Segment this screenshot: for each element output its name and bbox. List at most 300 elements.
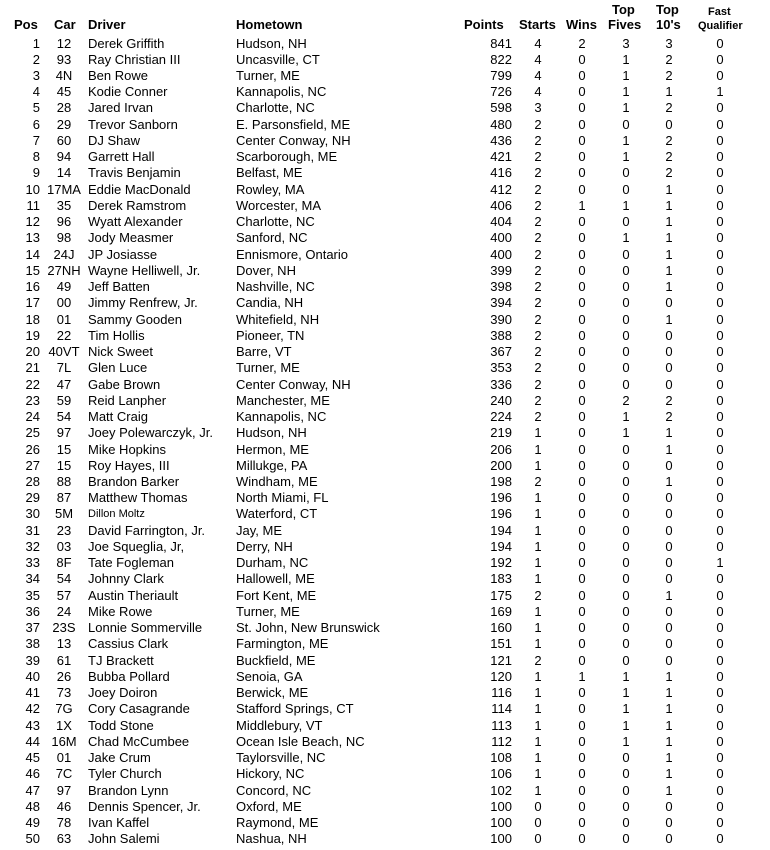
header-wins: Wins	[566, 17, 597, 32]
row-top-fives: 0	[622, 214, 630, 230]
row-points: 116	[491, 685, 512, 701]
row-starts: 2	[534, 473, 542, 489]
row-wins: 0	[578, 165, 586, 181]
row-driver: Derek Griffith	[88, 35, 165, 51]
row-wins: 2	[578, 35, 586, 51]
row-starts: 2	[534, 409, 542, 425]
row-top-tens: 1	[665, 246, 673, 262]
row-top-fives: 0	[622, 538, 630, 554]
row-points: 194	[490, 522, 512, 538]
table-row	[0, 100, 770, 116]
row-driver: Glen Luce	[88, 360, 148, 376]
row-fast-qualifier: 0	[716, 538, 724, 554]
row-car: 4N	[55, 67, 73, 83]
row-fast-qualifier: 0	[716, 733, 724, 749]
row-pos: 42	[25, 701, 40, 717]
row-starts: 2	[534, 230, 542, 246]
row-pos: 47	[25, 782, 40, 798]
row-car: 27NH	[47, 262, 81, 278]
row-driver: Cassius Clark	[88, 636, 169, 652]
row-top-tens: 1	[665, 782, 673, 798]
table-row	[0, 685, 770, 701]
row-starts: 0	[534, 798, 542, 814]
table-row	[0, 117, 770, 133]
row-top-fives: 1	[622, 733, 630, 749]
row-top-fives: 0	[622, 506, 630, 522]
row-wins: 0	[578, 555, 586, 571]
row-car: 40VT	[48, 344, 80, 360]
row-top-fives: 0	[622, 327, 630, 343]
row-driver: Ray Christian III	[88, 51, 181, 67]
row-fast-qualifier: 0	[716, 327, 724, 343]
row-driver: Austin Theriault	[88, 587, 179, 603]
row-top-fives: 0	[622, 295, 630, 311]
row-fast-qualifier: 0	[716, 214, 724, 230]
header-top-fives-line2: Fives	[608, 17, 642, 32]
row-fast-qualifier: 0	[716, 457, 724, 473]
table-row	[0, 604, 770, 620]
row-pos: 31	[25, 522, 40, 538]
row-car: 23S	[52, 620, 76, 636]
row-top-fives: 0	[622, 165, 630, 181]
row-top-tens: 0	[665, 571, 673, 587]
row-points: 194	[490, 538, 512, 554]
row-fast-qualifier: 0	[716, 149, 724, 165]
table-row	[0, 701, 770, 717]
row-driver: DJ Shaw	[88, 132, 141, 148]
header-fast-line1: Fast	[708, 6, 731, 18]
row-top-fives: 3	[622, 35, 630, 51]
row-starts: 2	[534, 132, 542, 148]
row-pos: 41	[25, 685, 40, 701]
table-row	[0, 295, 770, 311]
row-starts: 4	[534, 51, 542, 67]
row-fast-qualifier: 0	[716, 262, 724, 278]
row-top-tens: 2	[665, 149, 673, 165]
row-car: 87	[56, 490, 72, 506]
row-car: 93	[56, 51, 72, 67]
row-hometown: Fort Kent, ME	[236, 587, 317, 603]
row-starts: 2	[534, 246, 542, 262]
row-wins: 0	[578, 798, 586, 814]
row-pos: 21	[25, 360, 40, 376]
row-fast-qualifier: 0	[716, 668, 724, 684]
table-row	[0, 425, 770, 441]
row-top-fives: 0	[622, 116, 630, 132]
row-top-tens: 1	[665, 668, 673, 684]
row-hometown: Sanford, NC	[236, 230, 308, 246]
row-pos: 7	[32, 132, 40, 148]
row-points: 175	[490, 587, 512, 603]
row-car: 98	[56, 230, 72, 246]
row-top-fives: 1	[622, 67, 630, 83]
row-car: 73	[56, 685, 72, 701]
row-starts: 2	[534, 327, 542, 343]
row-top-tens: 1	[665, 425, 673, 441]
table-row	[0, 718, 770, 734]
row-wins: 0	[578, 262, 586, 278]
row-top-fives: 0	[622, 457, 630, 473]
row-starts: 1	[534, 538, 542, 554]
row-car: 57	[56, 587, 72, 603]
row-fast-qualifier: 0	[716, 571, 724, 587]
row-top-tens: 0	[665, 327, 673, 343]
row-starts: 1	[534, 522, 542, 538]
table-row	[0, 230, 770, 246]
row-driver: Travis Benjamin	[88, 165, 181, 181]
row-top-fives: 0	[622, 815, 630, 831]
row-points: 406	[490, 197, 512, 213]
row-top-tens: 0	[665, 620, 673, 636]
row-points: 412	[490, 181, 512, 197]
row-top-fives: 0	[622, 181, 630, 197]
table-row	[0, 588, 770, 604]
row-wins: 0	[578, 51, 586, 67]
row-points: 822	[490, 51, 512, 67]
row-top-fives: 1	[622, 668, 630, 684]
row-driver: JP Josiasse	[88, 246, 158, 262]
row-points: 198	[490, 473, 512, 489]
row-pos: 17	[25, 295, 40, 311]
row-driver: Derek Ramstrom	[88, 197, 187, 213]
row-hometown: Stafford Springs, CT	[236, 701, 354, 717]
row-fast-qualifier: 0	[716, 620, 724, 636]
row-starts: 1	[534, 506, 542, 522]
table-row	[0, 750, 770, 766]
row-driver: Wyatt Alexander	[88, 214, 183, 230]
row-hometown: Dover, NH	[236, 262, 296, 278]
row-driver: Matthew Thomas	[88, 490, 188, 506]
row-starts: 2	[534, 376, 542, 392]
row-points: 106	[490, 766, 512, 782]
row-top-fives: 1	[622, 197, 630, 213]
row-top-fives: 0	[622, 782, 630, 798]
row-car: 22	[56, 327, 72, 343]
row-hometown: Center Conway, NH	[236, 376, 351, 392]
row-driver: Joey Doiron	[88, 685, 158, 701]
row-starts: 1	[534, 457, 542, 473]
row-top-tens: 0	[665, 603, 673, 619]
row-hometown: Turner, ME	[236, 603, 300, 619]
row-wins: 0	[578, 766, 586, 782]
row-points: 100	[490, 831, 512, 847]
row-points: 100	[490, 798, 512, 814]
table-row	[0, 409, 770, 425]
table-row	[0, 555, 770, 571]
row-driver: Jimmy Renfrew, Jr.	[88, 295, 198, 311]
row-wins: 0	[578, 701, 586, 717]
row-points: 196	[490, 506, 512, 522]
row-driver: Gabe Brown	[88, 376, 161, 392]
row-points: 398	[490, 279, 512, 295]
row-fast-qualifier: 0	[716, 425, 724, 441]
row-car: 12	[56, 35, 72, 51]
header-driver: Driver	[88, 17, 126, 32]
table-row	[0, 198, 770, 214]
row-driver: Tate Fogleman	[88, 555, 174, 571]
row-pos: 12	[25, 214, 40, 230]
row-pos: 1	[32, 35, 40, 51]
row-wins: 0	[578, 652, 586, 668]
table-row	[0, 36, 770, 52]
row-top-fives: 0	[622, 798, 630, 814]
row-hometown: Hudson, NH	[236, 35, 307, 51]
row-car: 78	[56, 815, 72, 831]
row-car: 88	[56, 473, 72, 489]
row-wins: 0	[578, 506, 586, 522]
table-row	[0, 458, 770, 474]
table-row	[0, 377, 770, 393]
row-top-tens: 2	[665, 165, 673, 181]
row-starts: 1	[534, 733, 542, 749]
row-points: 192	[490, 555, 512, 571]
row-top-fives: 2	[622, 392, 630, 408]
row-wins: 0	[578, 750, 586, 766]
row-car: 63	[56, 831, 72, 847]
row-top-tens: 1	[665, 766, 673, 782]
row-starts: 2	[534, 587, 542, 603]
row-wins: 0	[578, 392, 586, 408]
row-car: 54	[56, 409, 72, 425]
row-wins: 0	[578, 457, 586, 473]
row-wins: 0	[578, 84, 586, 100]
table-row	[0, 165, 770, 181]
row-points: 102	[490, 782, 512, 798]
row-fast-qualifier: 0	[716, 230, 724, 246]
row-top-fives: 0	[622, 766, 630, 782]
row-top-tens: 0	[665, 376, 673, 392]
row-hometown: Windham, ME	[236, 473, 318, 489]
row-starts: 2	[534, 214, 542, 230]
row-hometown: Kannapolis, NC	[236, 84, 327, 100]
row-wins: 0	[578, 441, 586, 457]
row-points: 390	[490, 311, 512, 327]
row-starts: 1	[534, 603, 542, 619]
row-driver: Mike Hopkins	[88, 441, 167, 457]
row-hometown: Raymond, ME	[236, 815, 319, 831]
row-driver: Eddie MacDonald	[88, 181, 191, 197]
row-pos: 49	[25, 815, 40, 831]
table-row	[0, 766, 770, 782]
row-hometown: Turner, ME	[236, 67, 300, 83]
row-car: 7C	[55, 766, 73, 782]
row-top-fives: 0	[622, 587, 630, 603]
row-points: 120	[490, 668, 512, 684]
row-hometown: St. John, New Brunswick	[236, 620, 380, 636]
row-fast-qualifier: 0	[716, 100, 724, 116]
row-fast-qualifier: 0	[716, 652, 724, 668]
row-car: 29	[56, 116, 72, 132]
row-hometown: Rowley, MA	[236, 181, 305, 197]
row-points: 113	[491, 717, 512, 733]
row-top-tens: 0	[665, 522, 673, 538]
row-top-fives: 0	[622, 571, 630, 587]
row-fast-qualifier: 1	[716, 555, 724, 571]
row-starts: 1	[534, 636, 542, 652]
row-car: 1X	[56, 717, 72, 733]
row-top-fives: 0	[622, 831, 630, 847]
row-top-tens: 0	[665, 538, 673, 554]
row-points: 841	[490, 35, 512, 51]
row-top-tens: 1	[665, 279, 673, 295]
row-top-tens: 0	[665, 831, 673, 847]
row-points: 436	[490, 132, 512, 148]
row-top-fives: 0	[622, 344, 630, 360]
table-row	[0, 182, 770, 198]
row-starts: 1	[534, 750, 542, 766]
row-starts: 1	[534, 425, 542, 441]
row-fast-qualifier: 1	[716, 84, 724, 100]
row-driver: Lonnie Sommerville	[88, 620, 203, 636]
row-wins: 0	[578, 67, 586, 83]
row-top-tens: 3	[665, 35, 673, 51]
table-row	[0, 328, 770, 344]
table-row	[0, 52, 770, 68]
row-top-fives: 0	[622, 636, 630, 652]
row-car: 13	[56, 636, 72, 652]
row-car: 60	[56, 132, 72, 148]
row-starts: 2	[534, 392, 542, 408]
row-fast-qualifier: 0	[716, 815, 724, 831]
row-wins: 0	[578, 116, 586, 132]
row-car: 24	[56, 603, 72, 619]
row-pos: 28	[25, 473, 40, 489]
row-driver: Sammy Gooden	[88, 311, 182, 327]
row-hometown: Kannapolis, NC	[236, 409, 327, 425]
row-top-fives: 0	[622, 490, 630, 506]
row-wins: 0	[578, 685, 586, 701]
row-starts: 2	[534, 116, 542, 132]
table-row	[0, 636, 770, 652]
row-car: 8F	[56, 555, 72, 571]
row-car: 61	[56, 652, 72, 668]
row-hometown: Whitefield, NH	[236, 311, 320, 327]
row-car: 49	[56, 279, 72, 295]
header-points: Points	[464, 17, 504, 32]
row-driver: Dillon Moltz	[88, 508, 145, 521]
row-top-tens: 1	[665, 197, 673, 213]
row-car: 16M	[51, 733, 77, 749]
row-wins: 0	[578, 181, 586, 197]
row-top-tens: 1	[665, 214, 673, 230]
row-starts: 1	[534, 620, 542, 636]
table-row	[0, 831, 770, 847]
row-pos: 22	[25, 376, 40, 392]
row-car: 96	[56, 214, 72, 230]
table-row	[0, 263, 770, 279]
row-wins: 0	[578, 620, 586, 636]
row-hometown: Hickory, NC	[236, 766, 305, 782]
row-points: 219	[490, 425, 512, 441]
row-driver: John Salemi	[88, 831, 160, 847]
row-starts: 4	[534, 35, 542, 51]
row-pos: 18	[25, 311, 40, 327]
row-pos: 46	[25, 766, 40, 782]
row-starts: 1	[534, 717, 542, 733]
row-fast-qualifier: 0	[716, 441, 724, 457]
table-row	[0, 783, 770, 799]
row-hometown: Charlotte, NC	[236, 100, 315, 116]
row-starts: 1	[534, 701, 542, 717]
row-fast-qualifier: 0	[716, 490, 724, 506]
row-top-fives: 1	[622, 132, 630, 148]
row-top-tens: 0	[665, 506, 673, 522]
row-top-fives: 0	[622, 555, 630, 571]
row-pos: 15	[25, 262, 40, 278]
row-starts: 2	[534, 295, 542, 311]
row-fast-qualifier: 0	[716, 750, 724, 766]
row-driver: Chad McCumbee	[88, 733, 190, 749]
row-pos: 13	[25, 230, 40, 246]
row-hometown: Waterford, CT	[236, 506, 318, 522]
row-wins: 0	[578, 782, 586, 798]
row-points: 114	[491, 701, 512, 717]
row-car: 35	[56, 197, 72, 213]
row-top-fives: 0	[622, 473, 630, 489]
table-row	[0, 247, 770, 263]
row-driver: Johnny Clark	[88, 571, 164, 587]
row-wins: 0	[578, 230, 586, 246]
table-row	[0, 815, 770, 831]
row-pos: 9	[32, 165, 40, 181]
header-top-tens-line2: 10's	[656, 17, 681, 32]
row-starts: 2	[534, 181, 542, 197]
row-pos: 48	[25, 798, 40, 814]
row-points: 196	[490, 490, 512, 506]
header-starts: Starts	[519, 17, 556, 32]
row-car: 14	[56, 165, 72, 181]
row-driver: Kodie Conner	[88, 84, 168, 100]
row-hometown: Taylorsville, NC	[236, 750, 326, 766]
row-top-tens: 1	[665, 701, 673, 717]
row-hometown: Turner, ME	[236, 360, 300, 376]
row-top-fives: 1	[622, 425, 630, 441]
row-points: 206	[490, 441, 512, 457]
row-points: 399	[490, 262, 512, 278]
row-driver: David Farrington, Jr.	[88, 522, 206, 538]
row-driver: Todd Stone	[88, 717, 154, 733]
row-fast-qualifier: 0	[716, 197, 724, 213]
row-driver: Roy Hayes, III	[88, 457, 170, 473]
row-hometown: Nashua, NH	[236, 831, 307, 847]
row-points: 353	[490, 360, 512, 376]
row-wins: 0	[578, 425, 586, 441]
row-driver: Joey Polewarczyk, Jr.	[88, 425, 213, 441]
row-pos: 25	[25, 425, 40, 441]
table-row	[0, 523, 770, 539]
row-wins: 0	[578, 636, 586, 652]
row-top-fives: 0	[622, 522, 630, 538]
row-car: 54	[56, 571, 72, 587]
row-fast-qualifier: 0	[716, 685, 724, 701]
row-wins: 0	[578, 132, 586, 148]
row-fast-qualifier: 0	[716, 181, 724, 197]
header-top-fives-line1: Top	[612, 2, 635, 17]
row-starts: 2	[534, 652, 542, 668]
row-pos: 38	[25, 636, 40, 652]
row-car: 94	[56, 149, 72, 165]
row-top-fives: 0	[622, 246, 630, 262]
row-starts: 1	[534, 490, 542, 506]
row-hometown: Concord, NC	[236, 782, 312, 798]
row-pos: 44	[25, 733, 40, 749]
row-top-fives: 0	[622, 603, 630, 619]
row-driver: Nick Sweet	[88, 344, 154, 360]
row-car: 26	[56, 668, 72, 684]
row-starts: 2	[534, 149, 542, 165]
row-hometown: Candia, NH	[236, 295, 304, 311]
row-top-fives: 1	[622, 149, 630, 165]
